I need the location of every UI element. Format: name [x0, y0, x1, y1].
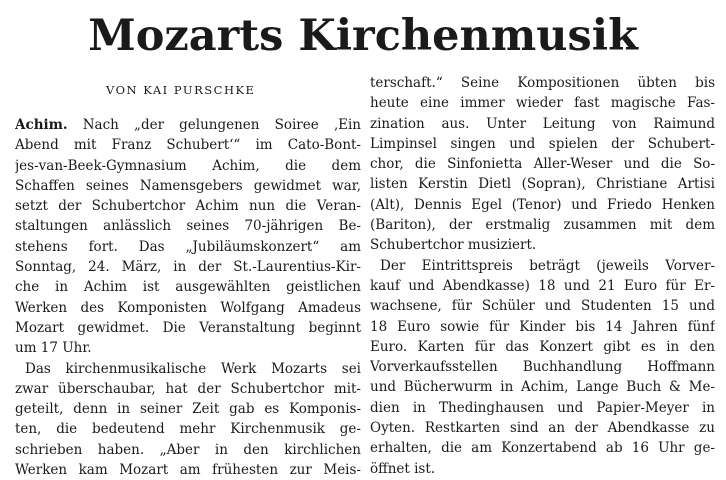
text-line: dien in Thedinghausen und Papier-Meyer in: [370, 399, 715, 416]
text-line: (Alt), Dennis Egel (Tenor) und Friedo Henken: [370, 196, 715, 213]
text-line: Werken des Komponisten Wolfgang Amadeus: [15, 299, 361, 316]
text-line: wachsene, für Schüler und Studenten 15 und: [370, 298, 715, 315]
text-line: chor, die Sinfonietta Aller-Weser und die So-: [370, 156, 715, 173]
text-line: und Bücherwurm in Achim, Lange Buch & Me-: [370, 379, 715, 396]
text-line: terschaft.“ Seine Kompositionen übten bis: [370, 75, 715, 91]
text-line: 18 Euro sowie für Kinder bis 14 Jahren fünf: [370, 318, 715, 335]
text-line: Euro. Karten für das Konzert gibt es in den: [370, 338, 715, 355]
text-line: staltungen anlässlich seines 70-jährigen Be-: [15, 218, 361, 235]
text-line: zwar überschaubar, hat der Schubertchor mit-: [15, 380, 361, 397]
article-column-right: [370, 73, 715, 479]
dateline: Achim.: [15, 117, 68, 133]
text-line: listen Kerstin Dietl (Sopran), Christiane Artisi: [370, 176, 715, 193]
text-line: um 17 Uhr.: [15, 340, 92, 357]
text-line: erhalten, die am Konzertabend ab 16 Uhr ge-: [370, 440, 715, 457]
text-line: geteilt, denn in seiner Zeit gab es Komponis-: [15, 401, 361, 418]
text-line: Oyten. Restkarten sind an der Abendkasse zu: [370, 420, 715, 437]
text-line: che in Achim ist ausgewählten geistlichen: [15, 279, 361, 296]
text-line: Werken kam Mozart am frühesten zur Meis-: [15, 462, 361, 479]
text-line: öffnet ist.: [370, 460, 436, 477]
text-line: jes-van-Beek-Gymnasium Achim, die dem: [15, 157, 361, 174]
text-line: zination aus. Unter Leitung von Raimund: [370, 115, 715, 132]
text-line: schrieben haben. „Aber in den kirchlichen: [15, 441, 361, 458]
text-line: kauf und Abendkasse) 18 und 21 Euro für Er-: [370, 277, 715, 294]
text-line: setzt der Schubertchor Achim nun die Veran-: [15, 198, 361, 215]
text-line: stehens fort. Das „Jubiläumskonzert“ am: [15, 238, 361, 255]
text-line: heute eine immer wieder fast magische Fas-: [370, 95, 715, 112]
text-line: [15, 115, 361, 135]
text-line: Vorverkaufsstellen Buchhandlung Hoffmann: [370, 359, 715, 376]
text-line: (Bariton), der erstmalig zusammen mit dem: [370, 217, 715, 234]
headline: Mozarts Kirchenmusik: [88, 11, 638, 61]
text-line: Limpinsel singen und spielen der Schubert-: [370, 135, 715, 152]
text-line: ten, die bedeutend mehr Kirchenmusik ge-: [15, 421, 361, 438]
text-line: Mozart gewidmet. Die Veranstaltung beginnt: [15, 319, 361, 336]
byline: VON KAI PURSCHKE: [106, 83, 256, 97]
article-column-left: [15, 115, 361, 480]
text-line: Sonntag, 24. März, in der St.-Laurentius-Kir-: [15, 259, 361, 276]
text-line: Schubertchor musiziert.: [370, 237, 537, 254]
text-line: Der Eintrittspreis beträgt (jeweils Vorver-: [380, 257, 715, 274]
text-line-content: Nach „der gelungenen Soiree ‚Ein: [67, 117, 361, 133]
text-line: Das kirchenmusikalische Werk Mozarts sei: [25, 360, 361, 377]
text-line: Schaffen seines Namensgebers gewidmet war,: [15, 177, 361, 194]
text-line: Abend mit Franz Schubert‘“ im Cato-Bont-: [15, 137, 361, 154]
